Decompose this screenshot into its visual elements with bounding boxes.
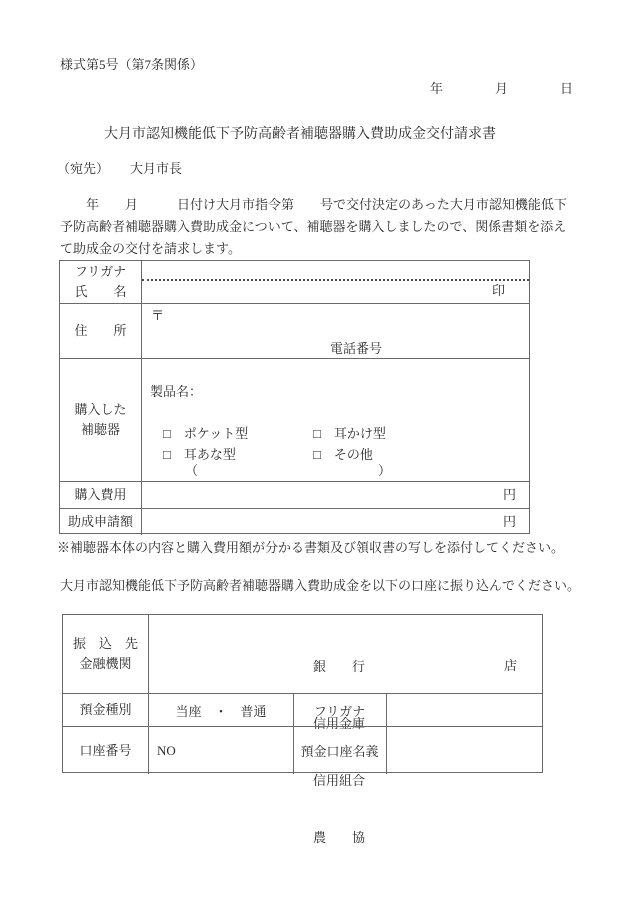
postal-mark: 〒 — [151, 308, 165, 323]
checkbox-icon: □ — [163, 447, 171, 462]
subsidy-label-cell — [60, 509, 142, 535]
addressee-name: 大月市長 — [130, 161, 183, 176]
row-account-number — [63, 727, 542, 774]
purchase-cost-label: 購入費用 — [74, 487, 127, 502]
branch-label: 店 — [503, 658, 517, 673]
deposit-type-label: 預金種別 — [79, 702, 132, 717]
bank-table — [62, 614, 543, 845]
checkbox-label: 耳あな型 — [183, 447, 236, 462]
payee-label-line2: 金融機関 — [79, 656, 132, 671]
hearing-aid-label-cell — [60, 359, 142, 481]
form-number: 様式第5号（第7条関係） — [60, 57, 204, 72]
name-label: 氏 名 — [74, 284, 127, 299]
transfer-instruction: 大月市認知機能低下予防高齢者補聴器購入費助成金を以下の口座に振り込んでください。 — [60, 578, 581, 593]
checkbox-label: その他 — [333, 447, 373, 462]
row-hearing-aid — [60, 359, 529, 482]
furigana-label: フリガナ — [74, 264, 127, 279]
deposit-type-label-cell — [63, 694, 149, 726]
hearing-aid-label-line2: 補聴器 — [80, 422, 120, 437]
seal-mark: 印 — [491, 283, 505, 298]
checkbox-option — [313, 426, 386, 442]
deposit-type-value: 当座 ・ 普通 — [175, 703, 267, 719]
date-year-label: 年 — [430, 81, 444, 96]
checkbox-icon: □ — [313, 426, 321, 441]
applicant-table — [59, 260, 530, 534]
phone-label: 電話番号 — [330, 341, 383, 356]
hearing-aid-label-line1: 購入した — [74, 402, 127, 417]
body-line: 予防高齢者補聴器購入費助成金について、補聴器を購入しましたので、関係書類を添え — [60, 219, 567, 234]
body-line: て助成金の交付を請求します。 — [60, 241, 241, 256]
yen-label: 円 — [502, 514, 516, 529]
account-number-label-cell — [63, 727, 149, 774]
checkbox-label: 耳かけ型 — [333, 426, 386, 441]
checkbox-option — [163, 426, 248, 442]
checkbox-option — [163, 447, 236, 463]
addressee-prefix: （宛先） — [57, 161, 110, 176]
name-dotted-line — [142, 279, 529, 281]
account-number-prefix: NO — [157, 743, 176, 758]
date-day-label: 日 — [560, 81, 574, 96]
account-number-label: 口座番号 — [79, 742, 132, 758]
attachment-note: ※補聴器本体の内容と購入費用額が分かる書類及び領収書の写しを添付してください。 — [57, 540, 565, 555]
institution-option-nokyo: 農 協 — [312, 830, 365, 845]
checkbox-option — [313, 447, 373, 463]
divider — [386, 694, 387, 726]
paren-open: （ — [185, 463, 199, 478]
page-title: 大月市認知機能低下予防高齢者補聴器購入費助成金交付請求書 — [104, 127, 496, 142]
payee-label-line1: 振 込 先 — [72, 636, 138, 651]
payee-label-cell — [63, 615, 149, 693]
name-label-cell — [60, 261, 142, 303]
subsidy-request-label: 助成申請額 — [67, 514, 133, 529]
purchase-cost-label-cell — [60, 482, 142, 508]
account-furigana-label: フリガナ — [313, 703, 366, 719]
institution-option-shinkin: 信用金庫 — [312, 716, 365, 731]
row-purchase-cost — [60, 482, 529, 509]
checkbox-label: ポケット型 — [183, 426, 249, 441]
date-month-label: 月 — [495, 81, 509, 96]
yen-label: 円 — [502, 487, 516, 502]
row-address — [60, 304, 529, 359]
product-name-label: 製品名： — [150, 384, 203, 399]
address-label-cell — [60, 304, 142, 358]
institution-option-kumiai: 信用組合 — [312, 773, 365, 788]
address-label: 住 所 — [74, 323, 127, 338]
account-name-label: 預金口座名義 — [300, 744, 379, 759]
row-deposit-type — [63, 694, 542, 727]
row-subsidy-amount — [60, 509, 529, 535]
checkbox-icon: □ — [163, 426, 171, 441]
row-name — [60, 261, 529, 304]
paren-close: ） — [378, 463, 392, 478]
institution-option-bank: 銀 行 — [312, 659, 365, 674]
body-line: 年 月 日付け大月市指令第 号で交付決定のあった大月市認知機能低下 — [60, 197, 567, 212]
divider — [386, 727, 387, 774]
checkbox-icon: □ — [313, 447, 321, 462]
